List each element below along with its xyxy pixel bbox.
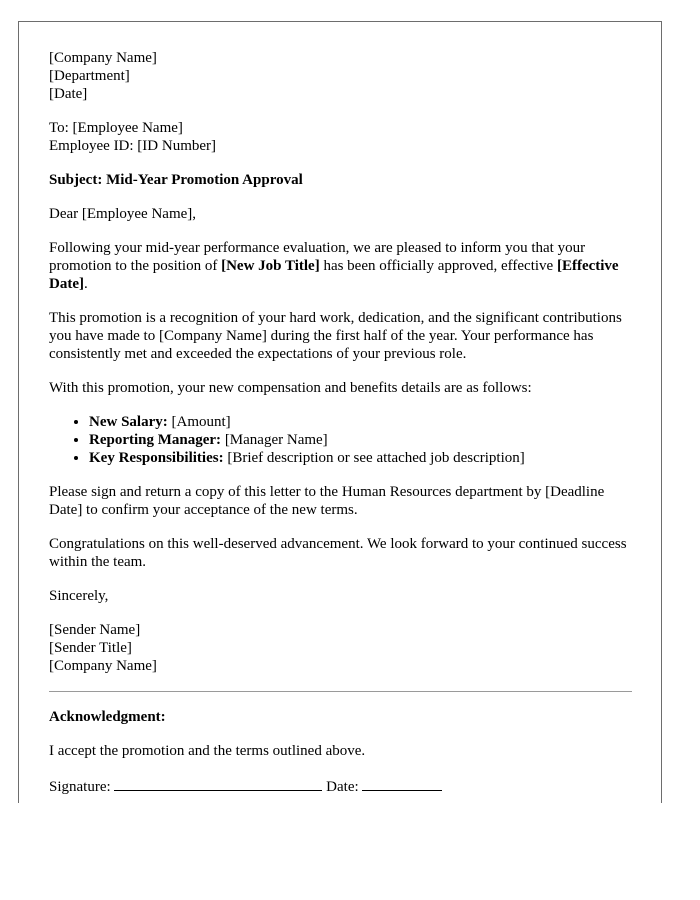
compensation-details-list bbox=[49, 413, 632, 467]
paragraph-compensation-intro: With this promotion, your new compensation and benefits details are as follows: bbox=[49, 380, 532, 396]
closing: Sincerely, bbox=[49, 588, 109, 604]
effective-date: [Effective Date] bbox=[49, 258, 619, 292]
employee-id: Employee ID: [ID Number] bbox=[49, 138, 217, 154]
detail-label: New Salary: bbox=[89, 414, 168, 430]
detail-value: [Amount] bbox=[167, 414, 231, 430]
department: [Department] bbox=[49, 68, 130, 84]
sender-name: [Sender Name] bbox=[49, 622, 141, 638]
sender-title: [Sender Title] bbox=[49, 640, 132, 656]
signature-row bbox=[49, 776, 632, 796]
salutation: Dear [Employee Name], bbox=[49, 206, 197, 222]
recipient-to: To: [Employee Name] bbox=[49, 120, 183, 136]
paragraph-recognition: This promotion is a recognition of your hard work, dedication, and the significant contributions you have made to [Company Name] during the first half of the year. Your performance has consistently met and exceeded the expectations of your previous role. bbox=[49, 310, 622, 362]
subject-line bbox=[49, 171, 632, 189]
paragraph-promotion bbox=[49, 239, 632, 293]
detail-value: [Manager Name] bbox=[221, 432, 328, 448]
list-item-responsibilities bbox=[89, 449, 632, 467]
list-item-salary bbox=[89, 413, 632, 431]
paragraph-congratulations: Congratulations on this well-deserved advancement. We look forward to your continued success within the team. bbox=[49, 536, 627, 570]
para1-part2: has been officially approved, effective bbox=[319, 258, 557, 274]
detail-label: Key Responsibilities: bbox=[89, 450, 224, 466]
list-item-manager bbox=[89, 431, 632, 449]
sender-block bbox=[49, 621, 632, 675]
new-job-title: [New Job Title] bbox=[221, 258, 320, 274]
acknowledgment-statement: I accept the promotion and the terms outlined above. bbox=[49, 743, 366, 759]
paragraph-return-instructions: Please sign and return a copy of this letter to the Human Resources department by [Deadline Date] to confirm your acceptance of the new terms. bbox=[49, 484, 605, 518]
signature-label: Signature: bbox=[49, 779, 115, 795]
acknowledgment-heading-text: Acknowledgment: bbox=[49, 709, 166, 725]
subject-text: Subject: Mid-Year Promotion Approval bbox=[49, 172, 303, 188]
para1-part1: Following your mid-year performance evaluation, we are pleased to inform you that your promotion to the position of bbox=[49, 240, 586, 274]
recipient-block bbox=[49, 119, 632, 155]
sender-company: [Company Name] bbox=[49, 658, 157, 674]
detail-label: Reporting Manager: bbox=[89, 432, 222, 448]
para1-part3: . bbox=[83, 276, 88, 292]
letter-page bbox=[18, 21, 662, 803]
company-name: [Company Name] bbox=[49, 50, 157, 66]
date-label: Date: bbox=[322, 779, 363, 795]
letter-date: [Date] bbox=[49, 86, 88, 102]
acknowledgment-heading bbox=[49, 708, 632, 726]
letterhead bbox=[49, 49, 632, 103]
signature-line[interactable] bbox=[114, 776, 322, 791]
detail-value: [Brief description or see attached job description] bbox=[223, 450, 525, 466]
divider bbox=[49, 691, 632, 692]
date-line[interactable] bbox=[362, 776, 442, 791]
